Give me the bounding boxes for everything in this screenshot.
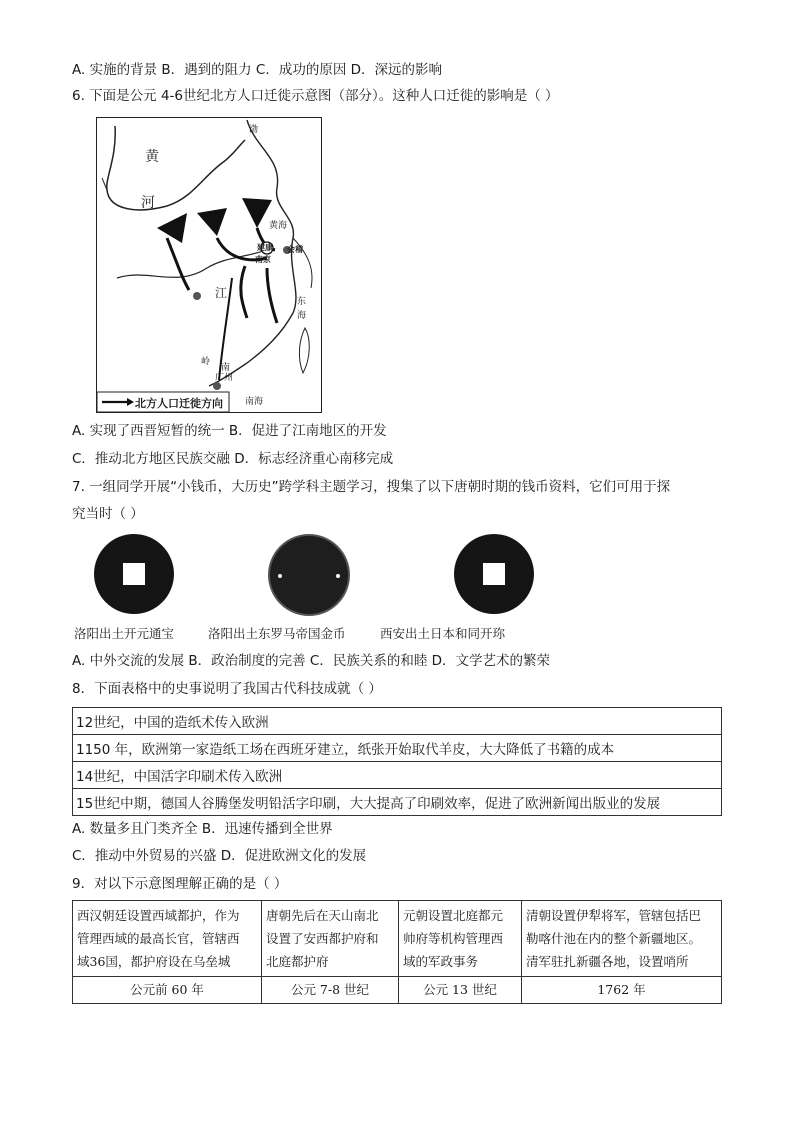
q8-options-line2: C．推动中外贸易的兴盛 D．促进欧洲文化的发展 (72, 848, 367, 864)
q8-stem: 8．下面表格中的史事说明了我国古代科技成就（ ） (72, 681, 382, 697)
q9-table (72, 900, 722, 1004)
map-label-ling: 岭 (201, 357, 211, 367)
table-cell: 公元前 60 年 (73, 977, 262, 1004)
table-cell (522, 901, 722, 977)
q9-stem: 9．对以下示意图理解正确的是（ ） (72, 876, 288, 892)
table-row (73, 977, 722, 1004)
table-cell: 1150 年，欧洲第一家造纸工场在西班牙建立，纸张开始取代羊皮，大大降低了书籍的成本 (73, 735, 722, 762)
q6-options-line2: C．推动北方地区民族交融 D．标志经济重心南移完成 (72, 451, 394, 467)
map-label-nan: 南 (221, 363, 231, 373)
map-legend-label: 北方人口迁徙方向 (135, 397, 223, 410)
q7-stem-line1: 7. 一组同学开展“小钱币，大历史”跨学科主题学习，搜集了以下唐朝时期的钱币资料，它们可用于探 (72, 479, 671, 495)
table-row (73, 708, 722, 735)
coin-kaiyuan-tongbao (94, 534, 174, 614)
table-cell: 14世纪，中国活字印刷术传入欧洲 (73, 762, 722, 789)
cell-line: 北庭都护府 (266, 954, 329, 969)
q8-options-line1: A. 数量多且门类齐全 B．迅速传播到全世界 (72, 821, 333, 837)
coin-caption-2: 洛阳出土东罗马帝国金币 (208, 626, 346, 641)
cell-line: 西汉朝廷设置西域都护，作为 (77, 908, 240, 923)
table-cell: 公元 7-8 世纪 (262, 977, 399, 1004)
cell-line: 设置了安西都护府和 (266, 931, 379, 946)
q7-stem-line2: 究当时（ ） (72, 506, 144, 522)
map-label-jiankang: 建康 (257, 243, 273, 252)
map-label-huang: 黄 (145, 149, 159, 165)
table-cell: 15世纪中期，德国人谷腾堡发明铅活字印刷，大大提高了印刷效率，促进了欧洲新闻出版业的发展 (73, 789, 722, 816)
map-label-bo: 渤 (249, 125, 259, 135)
q6-options-line1: A. 实现了西晋短暂的统一 B．促进了江南地区的开发 (72, 423, 387, 439)
q7-options: A. 中外交流的发展 B．政治制度的完善 C．民族关系的和睦 D．文学艺术的繁荣 (72, 653, 551, 669)
cell-line: 勒喀什池在内的整个新疆地区。 (526, 931, 702, 946)
table-row (73, 735, 722, 762)
table-row (73, 901, 722, 977)
map-label-dong: 东 (297, 297, 307, 307)
migration-map (96, 117, 322, 413)
cell-line: 唐朝先后在天山南北 (266, 908, 379, 923)
coin-caption-3: 西安出土日本和同开珎 (380, 626, 506, 641)
map-label-hai: 海 (297, 311, 307, 321)
map-label-guangzhou: 广州 (215, 373, 234, 383)
table-cell: 12世纪，中国的造纸术传入欧洲 (73, 708, 722, 735)
cell-line: 帅府等机构管理西 (403, 931, 504, 946)
coin-wadokaichin (454, 534, 534, 614)
table-cell (262, 901, 399, 977)
map-label-kuaiji: 会稽 (287, 245, 303, 254)
cell-line: 元朝设置北庭都元 (403, 908, 504, 923)
coin-caption-1: 洛阳出土开元通宝 (74, 626, 175, 641)
map-label-nanjing: 南京 (255, 255, 271, 264)
q5-options: A. 实施的背景 B．遇到的阻力 C．成功的原因 D．深远的影响 (72, 62, 443, 78)
cell-line: 域的军政事务 (403, 954, 479, 969)
map-label-nanhai: 南海 (245, 397, 264, 407)
q6-stem: 6. 下面是公元 4-6世纪北方人口迁徙示意图（部分）。这种人口迁徙的影响是（ ） (72, 88, 559, 104)
table-cell (399, 901, 522, 977)
coin-byzantine-gold (268, 534, 350, 616)
table-row (73, 789, 722, 816)
table-cell: 公元 13 世纪 (399, 977, 522, 1004)
table-row (73, 762, 722, 789)
table-cell: 1762 年 (522, 977, 722, 1004)
table-cell (73, 901, 262, 977)
map-label-he: 河 (141, 195, 155, 211)
q8-table (72, 707, 722, 816)
cell-line: 管理西域的最高长官，管辖西 (77, 931, 240, 946)
cell-line: 清军驻扎新疆各地，设置哨所 (526, 954, 689, 969)
map-label-jiang: 江 (215, 286, 228, 300)
cell-line: 清朝设置伊犁将军，管辖包括巴 (526, 908, 702, 923)
cell-line: 域36国，都护府设在乌垒城 (77, 954, 231, 969)
map-label-huang-sea: 黄海 (269, 221, 288, 231)
